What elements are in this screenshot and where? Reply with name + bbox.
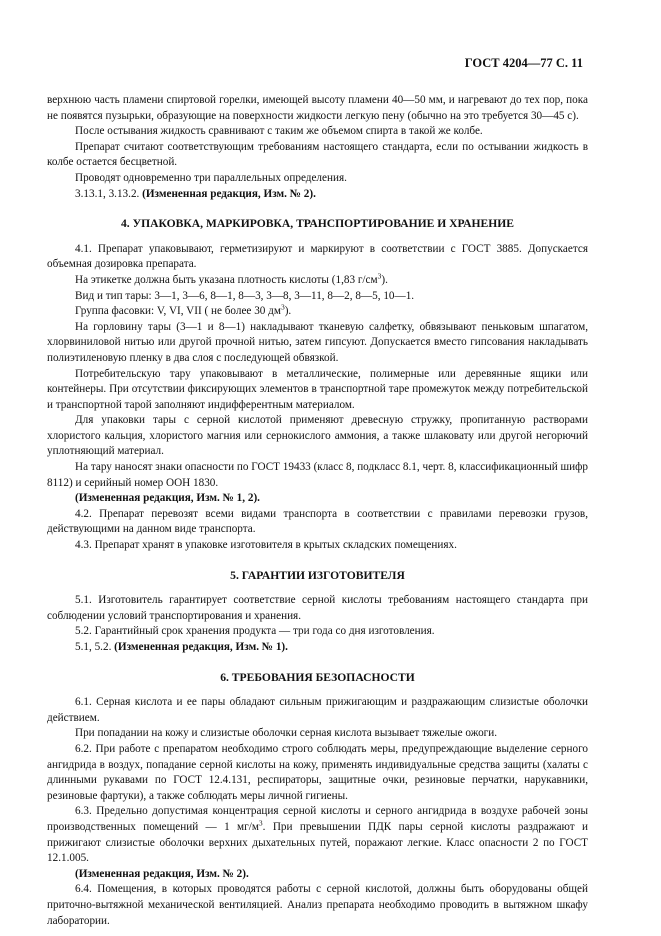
document-body [47, 93, 588, 929]
page-header: ГОСТ 4204—77 С. 11 [464, 56, 583, 70]
paragraph-burns: При попадании на кожу и слизистые оболочки серная кислота вызывает тяжелые ожоги. [75, 727, 498, 740]
intro-paragraph-2: После остывания жидкость сравнивают с таким же объемом спирта в такой же колбе. [75, 125, 483, 138]
section-6-amendment: (Измененная редакция, Изм. № 2). [75, 867, 249, 880]
group-text: Группа фасовки: V, VI, VII ( не более 30 дм [75, 305, 281, 318]
paragraph-4-3: 4.3. Препарат хранят в упаковке изготовителя в крытых складских помещениях. [75, 539, 457, 552]
paragraph-neck: На горловину тары (3—1 и 8—1) накладывают тканевую салфетку, обвязывают пеньковым шпагатом, хлорвиниловой нитью или другой прочной нитью, затем гипсуют. Допускается вместо гипсования накладывать полиэтиленовую пленку в два слоя с последующей обвязкой. [47, 320, 588, 364]
paragraph-tara-types: Вид и тип тары: 3—1, 3—6, 8—1, 8—3, 3—8, 3—11, 8—2, 8—5, 10—1. [75, 289, 415, 302]
paragraph-4-1: 4.1. Препарат упаковывают, герметизируют и маркируют в соответствии с ГОСТ 3885. Допускается объемная дозировка препарата. [47, 242, 588, 271]
amendment-ref: 5.1, 5.2. [75, 641, 112, 653]
paragraph-consumer-tara: Потребительскую тару упаковывают в металлические, полимерные или деревянные ящики или контейнеры. При отсутствии фиксирующих элементов в транспортной таре промежуток между потребительской и транспортной тарой заполняют индифферентным материалом. [47, 367, 588, 411]
density-text: На этикетке должна быть указана плотность кислоты (1,83 г/см [75, 273, 378, 286]
amendment-note: (Измененная редакция, Изм. № 2). [142, 187, 316, 200]
paragraph-5-1: 5.1. Изготовитель гарантирует соответствие серной кислоты требованиям настоящего стандарта при соблюдении условий транспортирования и хранения. [47, 594, 588, 622]
section-5-amendment [47, 640, 588, 656]
intro-paragraph-1: верхнюю часть пламени спиртовой горелки, имеющей высоту пламени 40—50 мм, и нагревают до тех пор, пока не появятся пузырьки, образующие на поверхности жидкости легкую пену (обычно на это требуется 30—45 с). [47, 94, 588, 122]
paragraph-packing: Для упаковки тары с серной кислотой применяют древесную стружку, пропитанную растворами хлористого кальция, хлористого магния или сернокислого аммония, а также шлаковату или другой негорючий уплотняющий материал. [47, 414, 588, 458]
density-end: ). [381, 273, 388, 286]
paragraph-density [47, 273, 588, 289]
amendment-ref: 3.13.1, 3.13.2. [75, 187, 140, 200]
paragraph-6-2: 6.2. При работе с препаратом необходимо строго соблюдать меры, предупреждающие выделение серного ангидрида в воздух, попадание серной кислоты на кожу, применять индивидуальные средства защиты (халаты с длинными рукавами по ГОСТ 12.4.131, респираторы, защитные очки, резиновые перчатки, нарукавники, резиновые фартуки), а также соблюдать меры личной гигиены. [47, 742, 588, 802]
section-4-amendment: (Измененная редакция, Изм. № 1, 2). [75, 492, 260, 505]
paragraph-group [47, 304, 588, 320]
amendment-note: (Измененная редакция, Изм. № 1). [114, 641, 288, 653]
intro-amendment [47, 187, 588, 203]
paragraph-5-2: 5.2. Гарантийный срок хранения продукта — три года со дня изготовления. [75, 625, 435, 638]
p6-3-text: 6.3. Предельно допустимая концентрация серной кислоты и серного ангидрида в воздухе рабочей зоны производственных помещений — 1 мг/м [47, 805, 588, 833]
paragraph-6-4: 6.4. Помещения, в которых проводятся работы с серной кислотой, должны быть оборудованы общей приточно-вытяжной механической вентиляцией. Анализ препарата необходимо проводить в вытяжном шкафу лаборатории. [47, 883, 588, 927]
density-sup: 3 [377, 271, 382, 281]
paragraph-hazard: На тару наносят знаки опасности по ГОСТ 19433 (класс 8, подкласс 8.1, черт. 8, классификационный шифр 8112) и серийный номер ООН 1830. [47, 461, 588, 489]
paragraph-6-1: 6.1. Серная кислота и ее пары обладают сильным прижигающим и раздражающим слизистые оболочки действием. [47, 696, 588, 724]
section-5-title: 5. ГАРАНТИИ ИЗГОТОВИТЕЛЯ [230, 568, 405, 582]
section-6-title: 6. ТРЕБОВАНИЯ БЕЗОПАСНОСТИ [220, 670, 415, 684]
section-4-title: 4. УПАКОВКА, МАРКИРОВКА, ТРАНСПОРТИРОВАНИЕ И ХРАНЕНИЕ [120, 217, 515, 231]
group-end: ). [284, 305, 292, 318]
paragraph-4-2: 4.2. Препарат перевозят всеми видами транспорта в соответствии с правилами перевозки грузов, действующими на данном виде транспорта. [47, 507, 588, 536]
paragraph-6-3 [47, 804, 588, 866]
intro-paragraph-3: Препарат считают соответствующим требованиям настоящего стандарта, если по остывании жидкость в колбе остается бесцветной. [47, 140, 588, 169]
group-sup: 3 [280, 302, 285, 312]
intro-paragraph-4: Проводят одновременно три параллельных определения. [75, 171, 347, 184]
p6-3-sup: 3 [258, 818, 263, 828]
p6-3-rest: . При превышении ПДК пары серной кислоты раздражают и прижигают слизистые оболочки верхних дыхательных путей, поражают легкие. Класс опасности 2 по ГОСТ 12.1.005. [47, 820, 588, 865]
